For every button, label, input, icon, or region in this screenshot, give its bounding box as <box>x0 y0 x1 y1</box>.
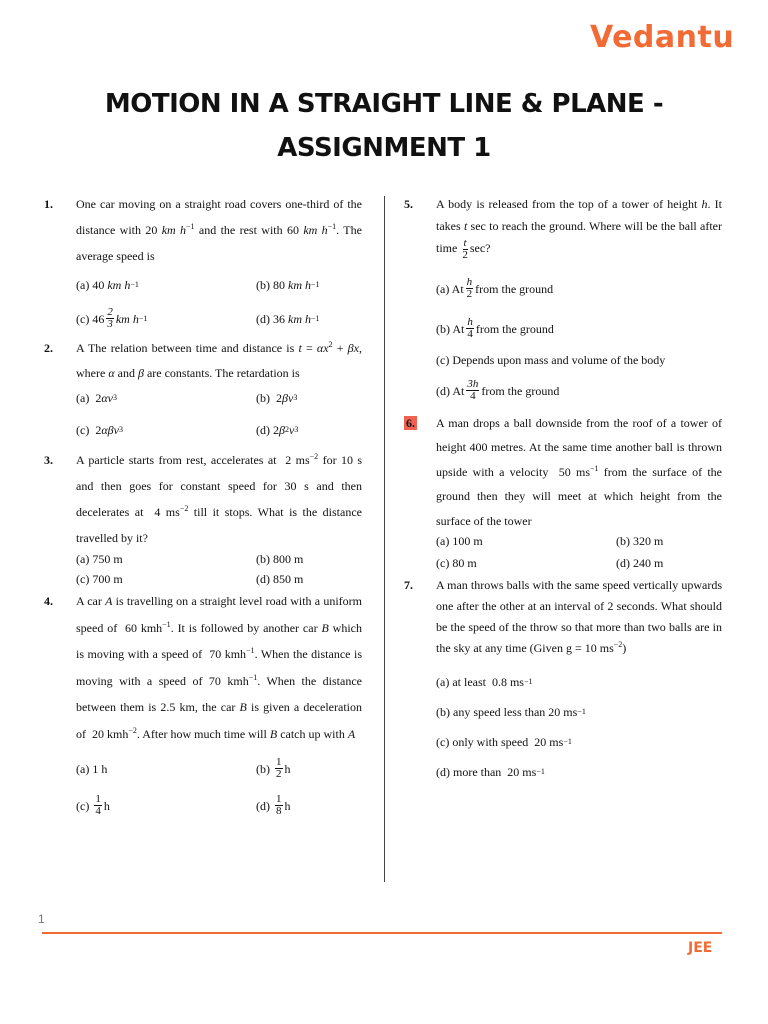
q3-option-d: (d) 850 m <box>256 572 304 586</box>
question-text: A man drops a ball downside from the roof of a tower of height 400 metres. At the same time another ball is thrown upside with a velocity 50 $ms^{-1}$ from the surface of the ground then they will meet at which height from the surface of the tower <box>436 415 722 528</box>
q4-option-b: (b) 1 2 h <box>256 756 291 780</box>
page-title <box>0 82 768 170</box>
question-number: 2. <box>44 341 53 355</box>
q7-options <box>436 667 722 787</box>
question-number-highlighted: 6. <box>406 415 415 430</box>
q7-option-d: (d) more than 20 ms −1 <box>436 765 545 780</box>
question-3 <box>44 452 362 551</box>
question-text: A car A is travelling on a straight level road with a uniform speed of 60 kmh$^{-1}$. It is followed by another car B which is moving with a speed of 70 kmh$^{-1}$. When the distance is moving with a speed of 70 kmh$^{-1}$. When the distance between them is 2.5 km, the car B is given a deceleration of 20 kmh$^{-2}$. After how much time will B catch up with A <box>76 594 363 741</box>
question-6 <box>404 415 722 534</box>
question-number: 5. <box>404 197 413 211</box>
q6-option-a: (a) 100 m <box>436 534 483 549</box>
q7-option-a: (a) at least 0.8 ms −1 <box>436 675 533 690</box>
q6-option-b: (b) 320 m <box>616 534 664 549</box>
q7-option-c: (c) only with speed 20 ms −1 <box>436 735 572 750</box>
q5-option-c: (c) Depends upon mass and volume of the body <box>436 352 666 367</box>
question-5 <box>404 196 722 261</box>
q6-option-d: (d) 240 m <box>616 556 664 571</box>
q5-options <box>436 269 722 411</box>
footer-divider <box>42 932 722 934</box>
q3-options <box>76 551 362 587</box>
q7-option-b: (b) any speed less than 20 ms −1 <box>436 705 586 720</box>
q3-option-b: (b) 800 m <box>256 552 304 566</box>
q1-option-d: (d) 36 km h −1 <box>256 311 320 326</box>
question-text: A body is released from the top of a tower of height h. It takes t sec to reach the ground. Where will be the ball after time $\frac{t}{2}$ sec? <box>436 197 723 261</box>
q4-option-d: (d) 1 8 h <box>256 793 291 817</box>
q1-options <box>76 277 362 330</box>
q5-option-b: (b) At h 4 from the ground <box>436 316 554 341</box>
question-number: 7. <box>404 578 413 593</box>
q4-options <box>76 757 362 817</box>
question-text <box>76 191 362 269</box>
q2-option-b: (b) 2 βv 3 <box>256 391 298 405</box>
question-4 <box>44 593 362 747</box>
question-2 <box>44 340 362 386</box>
right-column <box>404 192 722 787</box>
q1-option-b: (b) 80 km h −1 <box>256 278 320 292</box>
q5-option-a: (a) At h 2 from the ground <box>436 276 554 301</box>
q1-option-c: (c) 46 2 3 km h −1 <box>76 306 148 330</box>
title-line-1: MOTION IN A STRAIGHT LINE & PLANE - <box>104 89 664 119</box>
q4-option-c: (c) 1 4 h <box>76 793 110 817</box>
q1-option-a: (a) 40 km h −1 <box>76 278 139 292</box>
question-text: A man throws balls with the same speed vertically upwards one after the other at an interval of 2 seconds. What should be the speed of the throw so that more than two balls are in the sky at any time (Given g = 10 $ms^{-2}$) <box>436 578 722 656</box>
question-7 <box>404 577 722 659</box>
q5-option-d: (d) At 3h 4 from the ground <box>436 378 560 403</box>
question-1 <box>44 196 362 269</box>
page-number: 1 <box>38 912 45 926</box>
left-column <box>44 192 362 817</box>
q3-option-c: (c) 700 m <box>76 572 123 586</box>
q2-options <box>76 390 362 438</box>
q3-option-a: (a) 750 m <box>76 552 123 566</box>
q2-option-d: (d) 2 β 2 v 3 <box>256 423 299 437</box>
question-number: 4. <box>44 594 53 608</box>
q4-option-a: (a) 1 h <box>76 761 108 776</box>
question-number: 1. <box>44 197 53 211</box>
question-text: A particle starts from rest, accelerates at 2 $ms^{-2}$ for 10 s and then goes for constant speed for 30 s and then decelerates at 4 $ms^{-2}$ till it stops. What is the distance travelled by it? <box>76 452 362 545</box>
question-text: A The relation between time and distance is $t = \alpha x^2 + \beta x$, where α and β are constants. The retardation is <box>76 340 362 380</box>
title-line-2: ASSIGNMENT 1 <box>277 133 491 163</box>
q1-stem-part: One car moving on a straight road covers one-third of the distance with 20 km $h^{-1}$ and the rest with 60 km $h^{-1}$. The average speed is <box>76 197 362 263</box>
q2-option-c: (c) 2 αβv 3 <box>76 423 123 437</box>
question-number: 3. <box>44 453 53 467</box>
q6-option-c: (c) 80 m <box>436 556 477 571</box>
vedantu-logo: Vedantu <box>590 20 735 55</box>
q6-options <box>436 533 722 571</box>
q2-option-a: (a) 2 αv 3 <box>76 391 117 405</box>
exam-tag: JEE <box>688 940 713 956</box>
column-divider <box>384 196 385 882</box>
